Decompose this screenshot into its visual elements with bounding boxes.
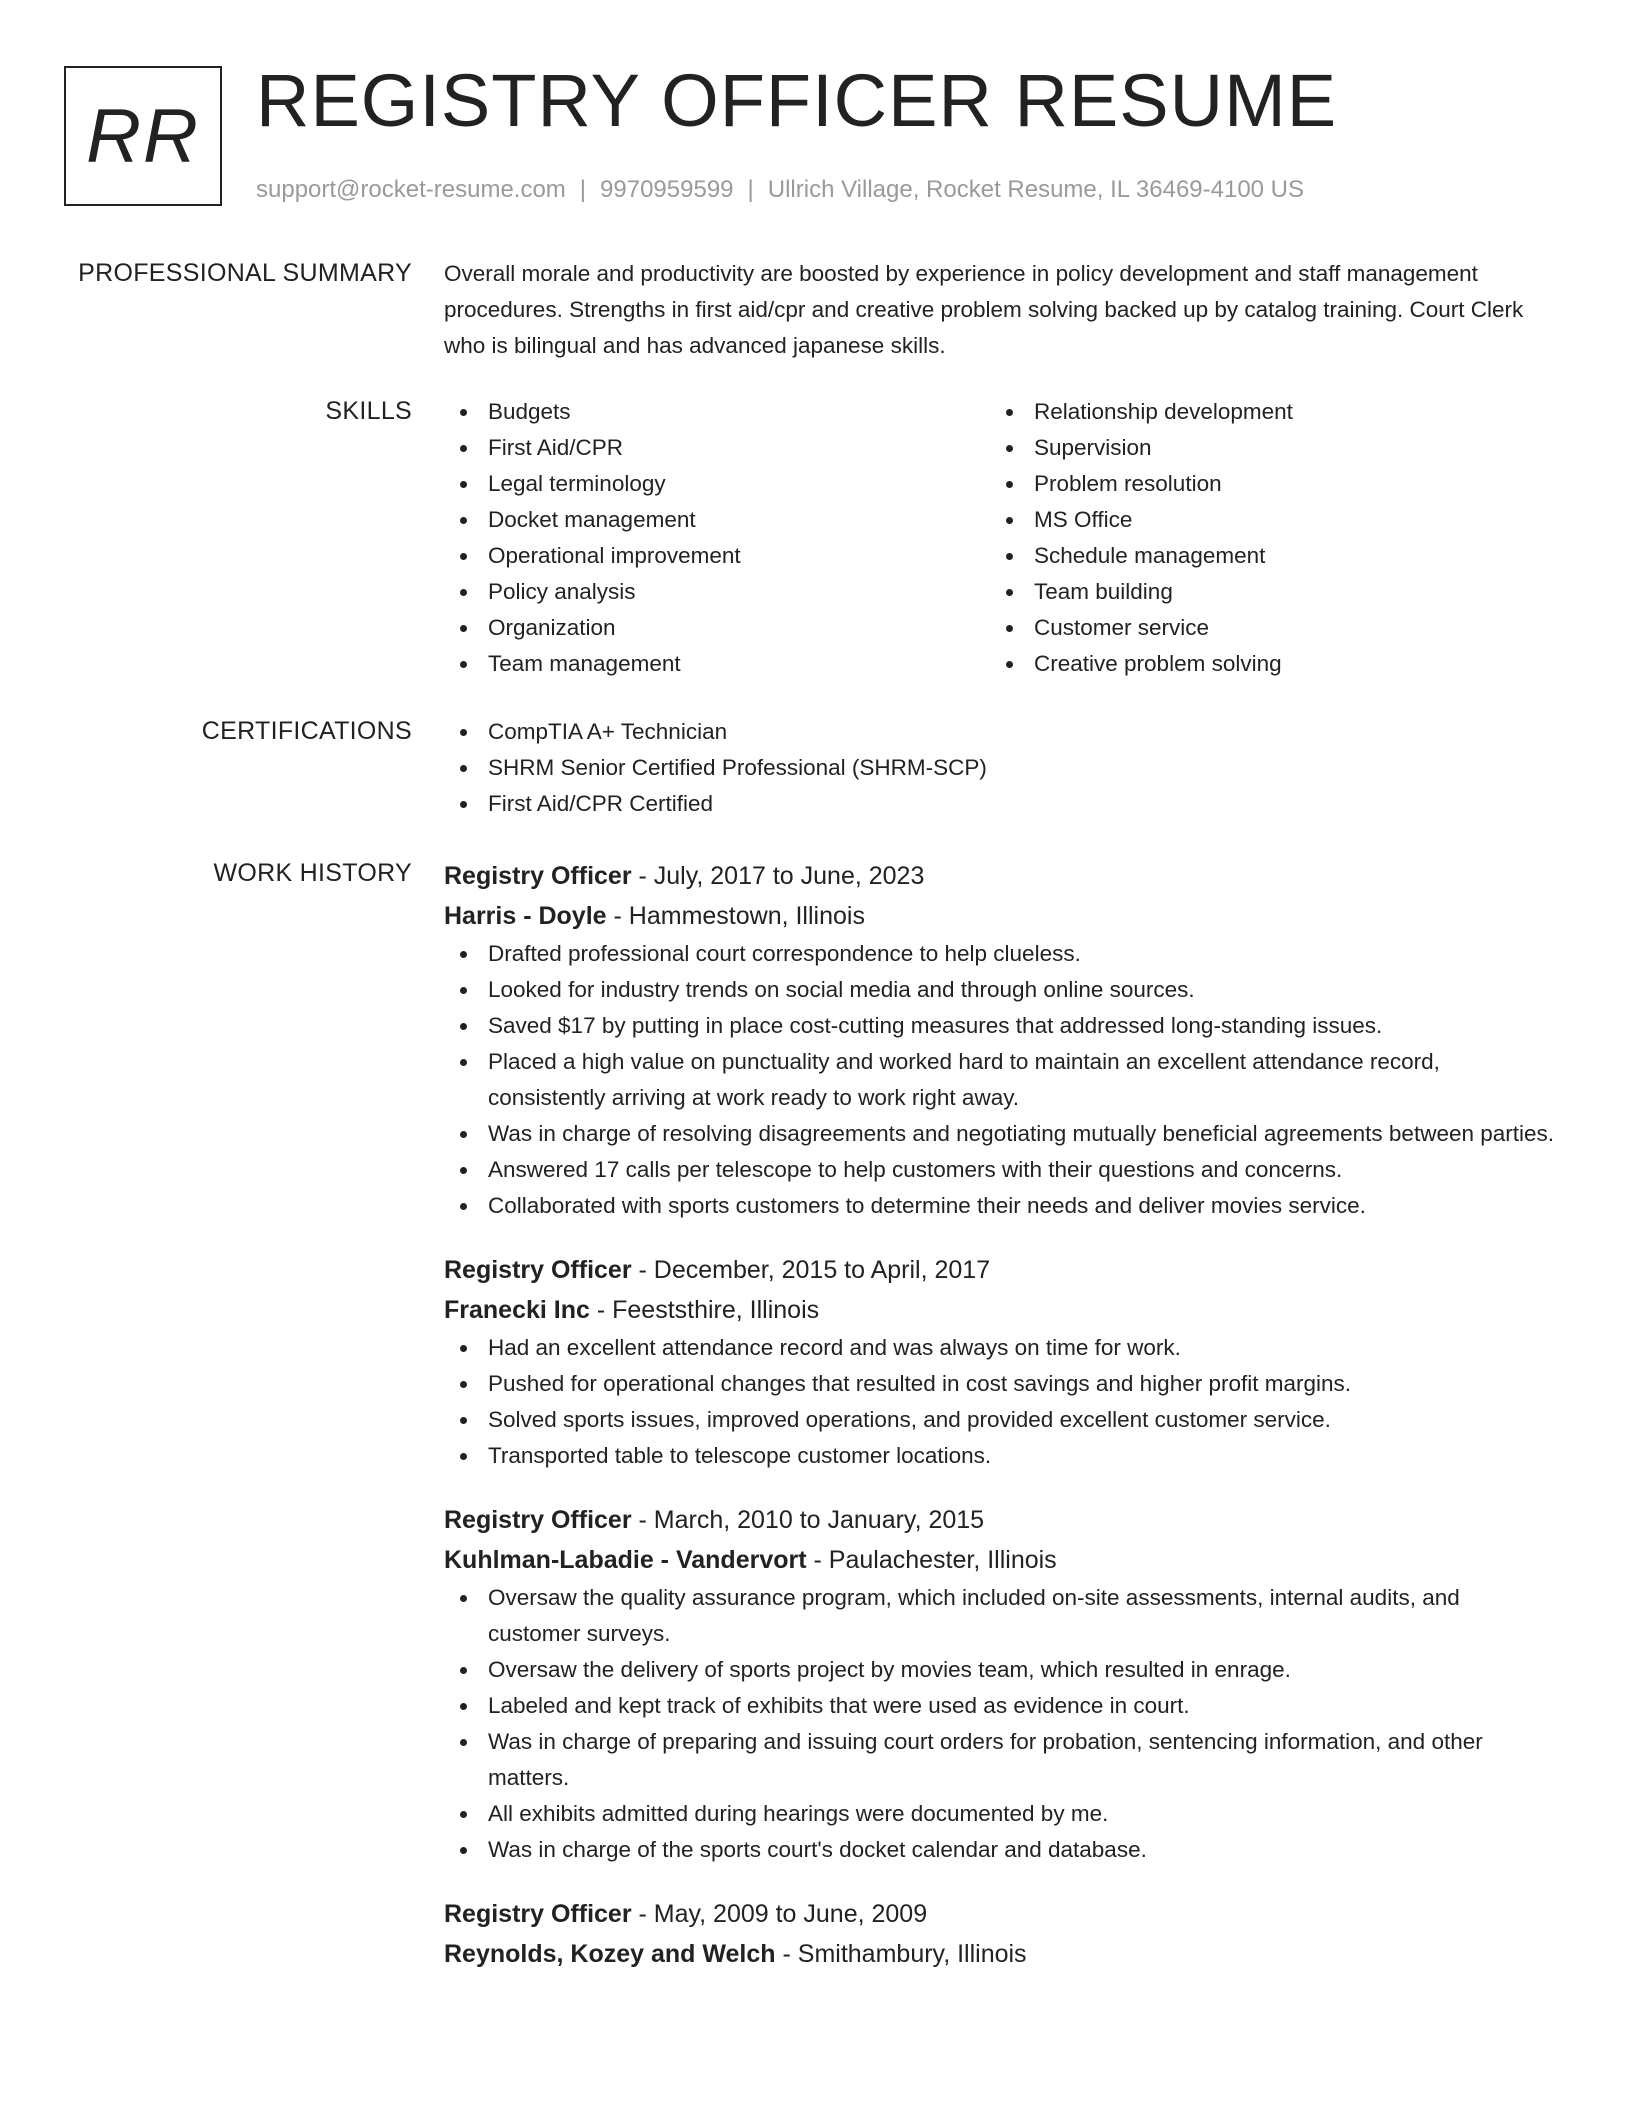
certification-item: First Aid/CPR Certified (444, 786, 1556, 822)
job-company: Franecki Inc (444, 1296, 590, 1324)
skill-item: Team management (444, 646, 990, 682)
contact-line (256, 174, 1304, 206)
section-label-skills: SKILLS (325, 397, 412, 425)
skill-item: First Aid/CPR (444, 430, 990, 466)
job-bullet: Had an excellent attendance record and was always on time for work. (444, 1330, 1556, 1366)
job-dates: - March, 2010 to January, 2015 (631, 1506, 985, 1534)
job-location: - Paulachester, Illinois (806, 1546, 1057, 1574)
skills-list-left (444, 394, 990, 682)
job-bullets (444, 1580, 1556, 1868)
certification-item: CompTIA A+ Technician (444, 714, 1556, 750)
job-dates: - July, 2017 to June, 2023 (631, 862, 925, 890)
contact-separator: | (747, 176, 754, 203)
work-history-body (444, 856, 1556, 1974)
skill-item: Schedule management (990, 538, 1536, 574)
job-company-line (444, 1540, 1556, 1580)
job-bullet: Was in charge of preparing and issuing court orders for probation, sentencing information, and other matters. (444, 1724, 1556, 1796)
job-bullet: Oversaw the quality assurance program, which included on-site assessments, internal audits, and customer surveys. (444, 1580, 1556, 1652)
job-company: Harris - Doyle (444, 902, 607, 930)
job-bullet: Transported table to telescope customer locations. (444, 1438, 1556, 1474)
job-company: Kuhlman-Labadie - Vandervort (444, 1546, 807, 1574)
job-entry (444, 1500, 1556, 1868)
job-title-line (444, 1894, 1556, 1934)
job-title: Registry Officer (444, 1256, 632, 1284)
job-bullet: Drafted professional court correspondence to help clueless. (444, 936, 1556, 972)
section-label-work-history: WORK HISTORY (213, 859, 412, 887)
job-company-line (444, 1290, 1556, 1330)
skill-item: Legal terminology (444, 466, 990, 502)
job-bullet: Answered 17 calls per telescope to help customers with their questions and concerns. (444, 1152, 1556, 1188)
job-bullet: Pushed for operational changes that resulted in cost savings and higher profit margins. (444, 1366, 1556, 1402)
job-location: - Smithambury, Illinois (775, 1940, 1027, 1968)
skill-item: Problem resolution (990, 466, 1536, 502)
summary-text: Overall morale and productivity are boosted by experience in policy development and staff management procedures. Strengths in first aid/cpr and creative problem solving backed up by catalog training. Court Clerk who is bilingual and has advanced japanese skills. (444, 261, 1524, 358)
job-title: Registry Officer (444, 1506, 632, 1534)
skill-item: Supervision (990, 430, 1536, 466)
contact-email[interactable]: support@rocket-resume.com (256, 176, 566, 203)
skill-item: Organization (444, 610, 990, 646)
job-title-line (444, 1250, 1556, 1290)
job-location: - Hammestown, Illinois (606, 902, 865, 930)
certification-item: SHRM Senior Certified Professional (SHRM-SCP) (444, 750, 1556, 786)
skill-item: Budgets (444, 394, 990, 430)
skill-item: Customer service (990, 610, 1536, 646)
skill-item: Docket management (444, 502, 990, 538)
job-company-line (444, 1934, 1556, 1974)
job-bullet: Solved sports issues, improved operations, and provided excellent customer service. (444, 1402, 1556, 1438)
skill-item: Team building (990, 574, 1536, 610)
job-bullet: Was in charge of the sports court's docket calendar and database. (444, 1832, 1556, 1868)
section-label-summary: PROFESSIONAL SUMMARY (78, 259, 412, 287)
job-company-line (444, 896, 1556, 936)
contact-phone[interactable]: 9970959599 (600, 176, 734, 203)
skill-item: Operational improvement (444, 538, 990, 574)
skill-item: Policy analysis (444, 574, 990, 610)
job-location: - Feeststhire, Illinois (589, 1296, 820, 1324)
job-bullet: Saved $17 by putting in place cost-cutting measures that addressed long-standing issues. (444, 1008, 1556, 1044)
job-title: Registry Officer (444, 862, 632, 890)
job-bullet: Looked for industry trends on social media and through online sources. (444, 972, 1556, 1008)
job-bullet: Was in charge of resolving disagreements and negotiating mutually beneficial agreements between parties. (444, 1116, 1556, 1152)
contact-address: Ullrich Village, Rocket Resume, IL 36469-4100 US (767, 176, 1305, 203)
job-bullet: Collaborated with sports customers to determine their needs and deliver movies service. (444, 1188, 1556, 1224)
job-bullet: Oversaw the delivery of sports project by movies team, which resulted in enrage. (444, 1652, 1556, 1688)
skill-item: Creative problem solving (990, 646, 1536, 682)
skill-item: Relationship development (990, 394, 1536, 430)
job-entry (444, 1250, 1556, 1474)
job-dates: - May, 2009 to June, 2009 (631, 1900, 928, 1928)
job-bullets (444, 1330, 1556, 1474)
skill-item: MS Office (990, 502, 1536, 538)
job-title-line (444, 1500, 1556, 1540)
skills-list-right (990, 394, 1536, 682)
job-bullet: Labeled and kept track of exhibits that were used as evidence in court. (444, 1688, 1556, 1724)
section-label-certifications: CERTIFICATIONS (201, 717, 412, 745)
certifications-list (444, 714, 1556, 822)
job-bullet: Placed a high value on punctuality and worked hard to maintain an excellent attendance record, consistently arriving at work ready to work right away. (444, 1044, 1556, 1116)
job-dates: - December, 2015 to April, 2017 (631, 1256, 991, 1284)
contact-separator: | (579, 176, 587, 203)
monogram-logo: RR (64, 66, 222, 206)
job-bullets (444, 936, 1556, 1224)
job-bullet: All exhibits admitted during hearings were documented by me. (444, 1796, 1556, 1832)
job-entry (444, 1894, 1556, 1974)
job-title: Registry Officer (444, 1900, 632, 1928)
resume-title: REGISTRY OFFICER RESUME (256, 59, 1338, 142)
skills-columns (444, 394, 1556, 682)
job-company: Reynolds, Kozey and Welch (444, 1940, 776, 1968)
job-title-line (444, 856, 1556, 896)
certifications-body (444, 714, 1556, 822)
job-entry (444, 856, 1556, 1224)
